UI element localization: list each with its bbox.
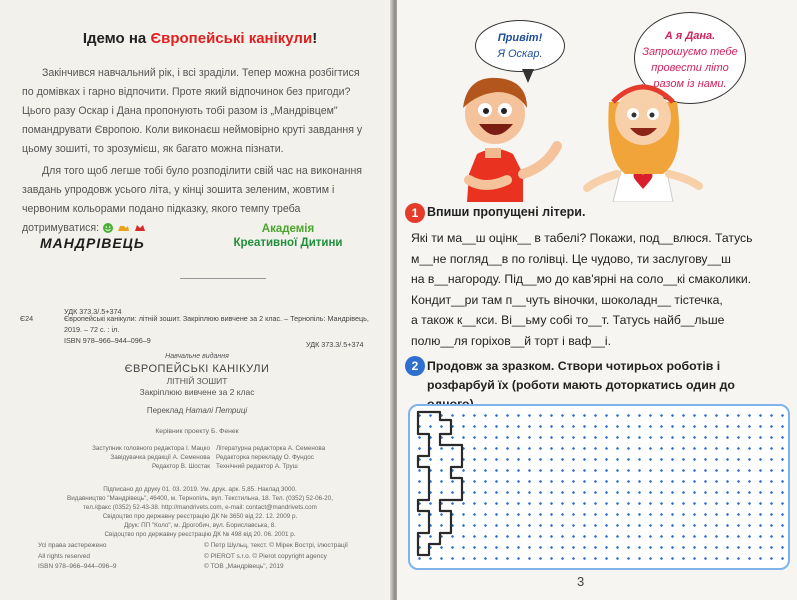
oskar-name: Я Оскар. bbox=[497, 48, 543, 60]
credit-row bbox=[60, 462, 360, 471]
isbn-line: ISBN 978–966–944–096–9 bbox=[38, 563, 117, 570]
intro-text bbox=[22, 64, 367, 238]
credit-left: Редактор В. Шостак bbox=[151, 463, 210, 471]
title-suffix: ! bbox=[312, 30, 318, 47]
academy-logo bbox=[218, 222, 358, 250]
credit-right: Літературна редакторка А. Семенова bbox=[216, 445, 326, 452]
book-title: ЄВРОПЕЙСЬКІ КАНІКУЛИ bbox=[124, 363, 270, 375]
task-number-badge: 1 bbox=[405, 203, 425, 223]
project-lead: Керівник проекту Б. Фенек bbox=[155, 428, 239, 435]
credit-left: Завідувачка редакції А. Семенова bbox=[110, 454, 210, 462]
exercise-line: м__не погляд__в по голівці. Це чудово, ти заслугову__ш bbox=[411, 251, 731, 266]
task1-title: Впиши пропущені літери. bbox=[427, 205, 586, 219]
green-smiley-icon bbox=[103, 223, 113, 233]
task1-text bbox=[411, 228, 786, 351]
page-number: 3 bbox=[577, 574, 585, 589]
dana-figure bbox=[587, 87, 699, 202]
udk-code: УДК 373.3/.5+374 bbox=[64, 307, 122, 316]
editorial-credits bbox=[60, 444, 360, 472]
book-subtitle-2: Закріплюю вивчене за 2 клас bbox=[139, 387, 255, 397]
rights-line: All rights reserved bbox=[38, 552, 91, 560]
copyright-block bbox=[204, 541, 348, 573]
mandrivets-logo: МАНДРІВЕЦЬ bbox=[40, 235, 145, 251]
task-number-badge: 2 bbox=[405, 356, 425, 376]
yellow-animal-icon bbox=[118, 226, 129, 231]
credit-row bbox=[60, 444, 360, 453]
oskar-and-dana-illustration bbox=[437, 62, 727, 202]
copyright-line: © Петр Шульц, текст. © Мірек Вострі, ілюстрації bbox=[204, 542, 348, 549]
translator-name: Наталі Петриці bbox=[185, 406, 248, 415]
left-page bbox=[0, 0, 394, 600]
biblio-text: Європейські канікули: літній зошит. Закріплюю вивчене за 2 клас. – Тернопіль: Мандрівець, 2019. – 72 с. : іл. bbox=[64, 314, 369, 334]
isbn-text: ISBN 978–966–944–096–9 bbox=[64, 336, 151, 345]
publisher-line: тел./факс (0352) 52-43-38. http://mandrivets.com, e-mail: contact@mandrivets.com bbox=[83, 504, 317, 511]
publisher-line: Підписано до друку 01. 03. 2019. Ум. друк. арк. 5,85. Наклад 3000. bbox=[103, 486, 297, 493]
academy-logo-line1: Академія bbox=[261, 223, 315, 235]
dana-invitation: Запрошуємо тебе провести літо разом із нами. bbox=[642, 46, 738, 90]
dana-greeting: А я Дана. bbox=[664, 30, 716, 42]
credit-right: Редакторка перекладу О. Фундос bbox=[216, 454, 314, 462]
bbk-code: Є24 bbox=[20, 314, 34, 323]
pace-icons bbox=[102, 222, 148, 234]
title-highlight: Європейські канікули bbox=[150, 30, 313, 47]
dot-grid-drawing-area[interactable] bbox=[408, 404, 790, 570]
credit-row bbox=[60, 453, 360, 462]
book-subtitle-1: ЛІТНІЙ ЗОШИТ bbox=[166, 376, 228, 386]
book-subtitle bbox=[0, 376, 394, 398]
rights-line: Усі права застережено bbox=[38, 542, 107, 549]
task2-title: Продовж за зразком. Створи чотирьох роботів і розфарбуй їх (роботи мають доторкатись один до bbox=[427, 359, 735, 392]
exercise-line: Які ти ма__ш оцінк__ в табелі? Покажи, под__влюся. Татусь bbox=[411, 231, 753, 245]
exercise-line: полю__ля горіхов__й торт і ваф__і. bbox=[411, 333, 612, 348]
intro-paragraph-1: Закінчився навчальний рік, і всі зраділи. Тепер можна розбігтися по домівках і гарно відпочити. Проте який відпочинок без пригоди? Цього разу Оскар і Дана пропонують тобі разом із „Мандрівцем" помандрувати Європою. Коли виконаєш неймовірно круті завдання у цьому зошиті, то зрозумієш, як багато можна пізнати. bbox=[22, 67, 363, 155]
page-title bbox=[40, 30, 360, 47]
robot-sample-outline bbox=[414, 408, 494, 568]
oskar-greeting: Привіт! bbox=[497, 32, 543, 44]
publisher-info bbox=[40, 485, 360, 539]
exercise-line: Кондит__ри там п__чуть віночки, шоколадн__ тістечка, bbox=[411, 292, 723, 307]
academy-logo-line2: Креативної Дитини bbox=[233, 237, 343, 249]
red-animal-icon bbox=[135, 225, 145, 231]
publisher-line: Свідоцтво про державну реєстрацію ДК № 3650 від 22. 12. 2009 р. bbox=[102, 513, 298, 520]
edition-type: Навчальне видання bbox=[165, 353, 229, 360]
right-page bbox=[397, 0, 797, 600]
intro-paragraph-2-text: Для того щоб легше тобі було розподілити свій час на виконання завдань упродовж усього літа, у кінці зошита зеленим, жовтим і червоним кольорами подано підказку, якого темпу треба дотримуватися: bbox=[22, 165, 363, 234]
translator-credit bbox=[0, 406, 394, 415]
translator-label: Переклад bbox=[146, 406, 186, 415]
udk-code-right: УДК 373.3/.5+374 bbox=[306, 340, 364, 349]
title-prefix: Ідемо на bbox=[82, 30, 151, 47]
oskar-figure bbox=[463, 78, 557, 202]
rights-block bbox=[38, 541, 116, 573]
divider bbox=[180, 278, 266, 279]
exercise-line: на в__нагороду. Під__мо до кав'ярні на соло__кі смаколики. bbox=[411, 272, 752, 286]
credit-right: Технічний редактор А. Труш bbox=[216, 463, 298, 471]
publisher-line: Друк: ПП "Коло", м. Дрогобич, вул. Бориславська, 8. bbox=[123, 522, 277, 529]
copyright-line: © ТОВ „Мандрівець", 2019 bbox=[204, 563, 284, 570]
publisher-line: Свідоцтво про державну реєстрацію ДК № 498 від 20. 06. 2001 р. bbox=[104, 531, 296, 538]
publisher-line: Видавництво "Мандрівець", 46400, м. Тернопіль, вул. Текстильна, 18. Тел. (0352) 52-06-20, bbox=[67, 495, 333, 502]
exercise-line: а також к__кси. Ві__ьму собі то__т. Татусь найб__льше bbox=[411, 313, 725, 327]
credit-left: Заступник головного редактора І. Мацко bbox=[92, 445, 210, 452]
copyright-line: © PIEROT s.r.o. © Pierot copyright agency bbox=[204, 552, 327, 560]
